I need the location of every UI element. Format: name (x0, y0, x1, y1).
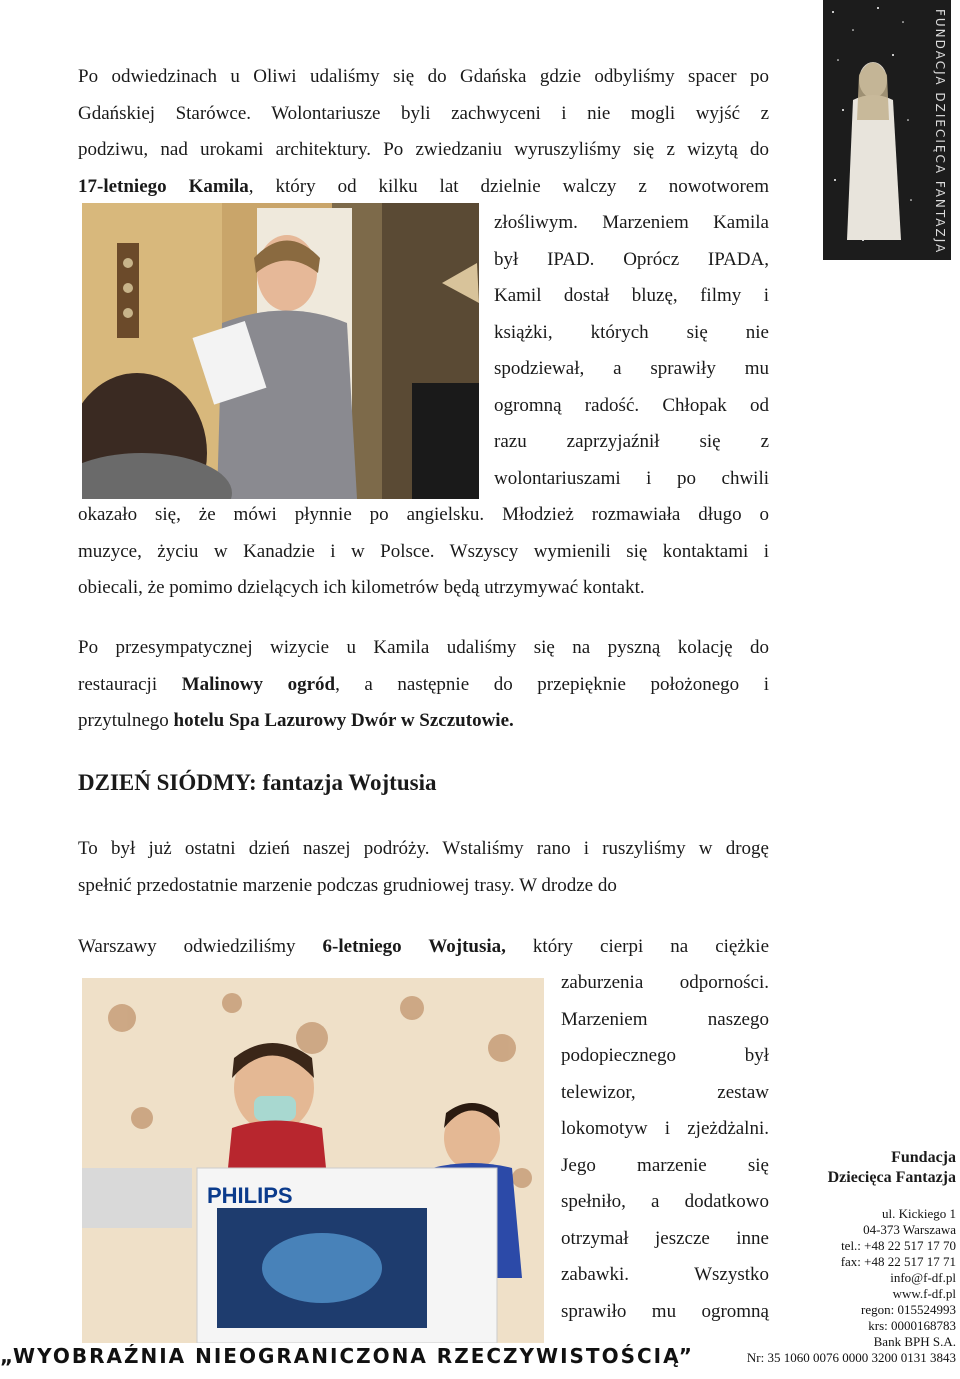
text-line: telewizor, zestaw (561, 1082, 769, 1103)
logo-vertical-text: FUNDACJA DZIECIĘCA FANTAZJA (933, 9, 947, 255)
contact-account: Nr: 35 1060 0076 0000 3200 0131 3843 (746, 1350, 956, 1365)
text-line: Gdańskiej Starówce. Wolontariusze byli zachwyceni i nie mogli wyjść z (78, 103, 769, 124)
text-line: muzyce, życiu w Kanadzie i w Polsce. Wszyscy wymienili się kontaktami i (78, 541, 769, 562)
text-line: razu zaprzyjaźnił się z (494, 431, 769, 452)
bold-name: 6-letniego Wojtusia, (322, 936, 506, 957)
text-line: zabawki. Wszystko (561, 1264, 769, 1285)
text-span: który cierpi na ciężkie (505, 936, 769, 957)
text-span: przytulnego (78, 710, 174, 731)
text-line: spodziewał, a sprawiły mu (494, 358, 769, 379)
contact-email[interactable]: info@f-df.pl (890, 1270, 956, 1285)
contact-city: 04-373 Warszawa (863, 1222, 956, 1237)
contact-address: ul. Kickiego 1 (881, 1206, 956, 1221)
text-line: okazało się, że mówi płynnie po angielsku. Młodzież rozmawiała długo o (78, 504, 769, 525)
text-line: Marzeniem naszego (561, 1009, 769, 1030)
text-line: książki, których się nie (494, 322, 769, 343)
contact-fax: fax: +48 22 517 17 71 (840, 1254, 956, 1269)
contact-website[interactable]: www.f-df.pl (892, 1286, 956, 1301)
bold-age: 17-letniego (78, 176, 167, 197)
photo-wojtus-tv (82, 978, 544, 1343)
section-heading: DZIEŃ SIÓDMY: fantazja Wojtusia (78, 770, 437, 795)
text-line: podziwu, nad urokami architektury. Po zwiedzaniu wyruszyliśmy się z wizytą do (78, 139, 769, 160)
foundation-logo-image (823, 0, 951, 260)
text-line: spełniło, a dodatkowo (561, 1191, 769, 1212)
bold-restaurant: ogród (287, 674, 336, 695)
text-span: , który od kilku lat dzielnie walczy z nowotworem (248, 176, 769, 197)
text-line: był IPAD. Oprócz IPADA, (494, 249, 769, 270)
text-line: spełnić przedostatnie marzenie podczas grudniowej trasy. W drodze do (78, 875, 617, 896)
text-line (78, 936, 769, 958)
text-line: otrzymał jeszcze inne (561, 1228, 769, 1249)
text-line: sprawiło mu ogromną (561, 1301, 769, 1322)
contact-krs: krs: 0000168783 (868, 1318, 956, 1333)
contact-info (747, 1206, 956, 1366)
text-line (78, 710, 769, 732)
text-line: Po odwiedzinach u Oliwi udaliśmy się do Gdańska gdzie odbyliśmy spacer po (78, 66, 769, 87)
text-line: lokomotyw i zjeżdżalni. (561, 1118, 769, 1139)
org-name-line: Fundacja (891, 1149, 956, 1166)
text-span: , a następnie do przepięknie położonego i (335, 674, 769, 695)
photo-kamil-ipad (82, 203, 479, 499)
text-line: Po przesympatycznej wizycie u Kamila udaliśmy się na pyszną kolację do (78, 637, 769, 658)
text-line: ogromną radość. Chłopak od (494, 395, 769, 416)
org-name-line: Dziecięca Fantazja (827, 1169, 956, 1186)
text-line (78, 674, 769, 696)
bold-hotel: hotelu Spa Lazurowy Dwór w Szczutowie. (173, 710, 514, 731)
text-line: podopiecznego był (561, 1045, 769, 1066)
bold-restaurant: Malinowy (181, 674, 263, 695)
contact-bank: Bank BPH S.A. (873, 1334, 956, 1349)
text-span: Warszawy odwiedziliśmy (78, 936, 323, 957)
text-line: wolontariuszami i po chwili (494, 468, 769, 489)
text-line (78, 176, 769, 198)
text-line: zaburzenia odporności. (561, 972, 769, 993)
text-line: złośliwym. Marzeniem Kamila (494, 212, 769, 233)
org-name (828, 1148, 956, 1188)
bold-name: Kamila (188, 176, 249, 197)
tv-brand-text: PHILIPS (207, 1183, 293, 1208)
footer-slogan: „WYOBRAŹNIA NIEOGRANICZONA RZECZYWISTOŚCIĄ” (0, 1344, 694, 1368)
text-line: Jego marzenie się (561, 1155, 769, 1176)
text-span: restauracji (78, 674, 182, 695)
contact-regon: regon: 015524993 (861, 1302, 956, 1317)
text-line: obiecali, że pomimo dzielących ich kilometrów będą utrzymywać kontakt. (78, 577, 645, 598)
text-line: Kamil dostał bluzę, filmy i (494, 285, 769, 306)
text-line: To był już ostatni dzień naszej podróży. Wstaliśmy rano i ruszyliśmy w drogę (78, 838, 769, 859)
contact-phone: tel.: +48 22 517 17 70 (841, 1238, 956, 1253)
